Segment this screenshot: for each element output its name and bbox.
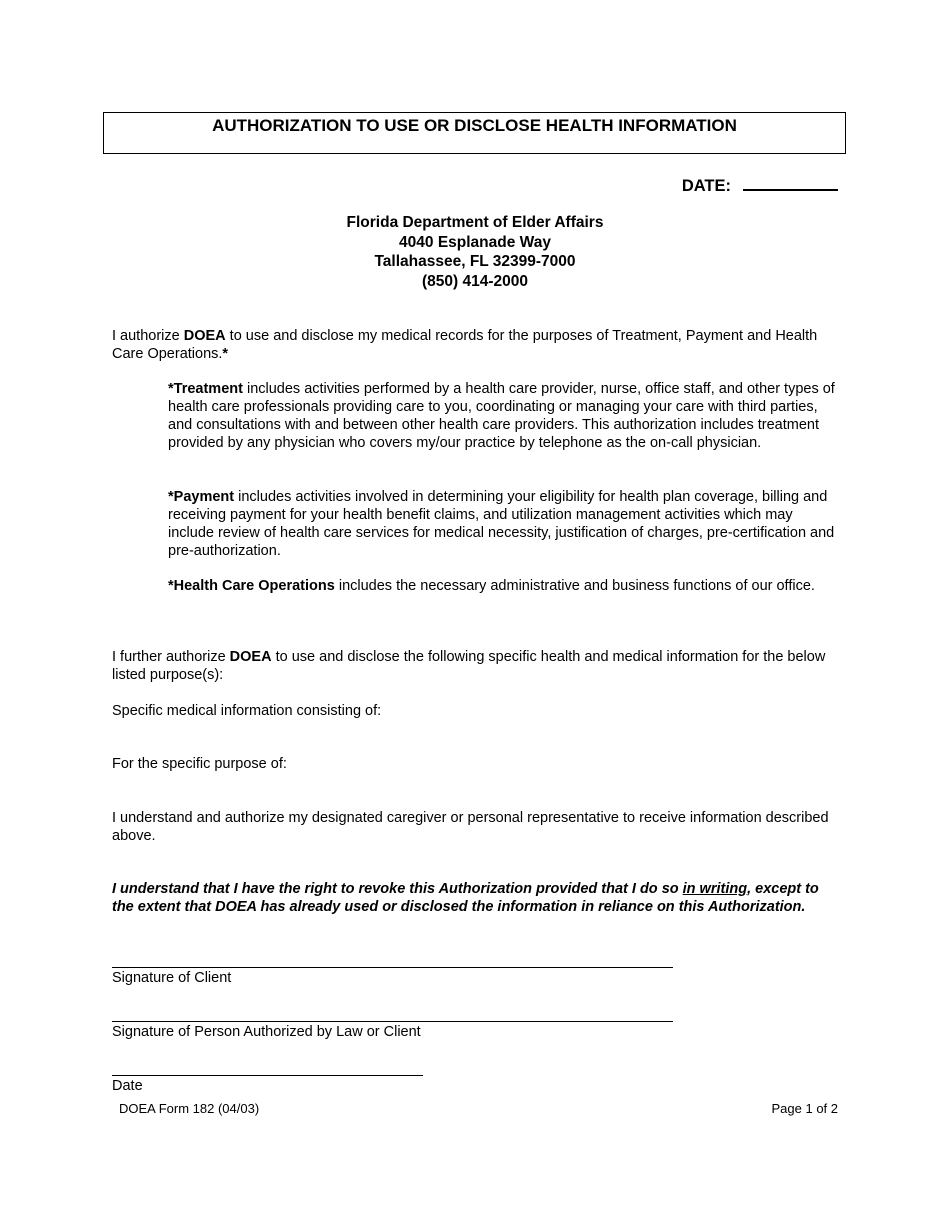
city-state-zip: Tallahassee, FL 32399-7000 (374, 253, 576, 270)
date-blank-line[interactable] (743, 175, 838, 191)
payment-definition (168, 488, 840, 560)
date-signature-line[interactable] (112, 1075, 423, 1076)
intro-paragraph (112, 327, 842, 363)
notice-text-post: , except to the extent that DOEA has already used or disclosed the information in reliance on this Authorization. (112, 881, 819, 915)
treatment-definition (168, 380, 840, 452)
form-number: DOEA Form 182 (04/03) (119, 1101, 260, 1116)
payment-term: *Payment (168, 489, 235, 505)
intro-text-pre: I authorize (112, 328, 184, 344)
phone-number: (850) 414-2000 (422, 272, 528, 290)
agency-name: Florida Department of Elder Affairs (346, 214, 604, 231)
intro-org: DOEA (183, 328, 226, 344)
treatment-text: includes activities performed by a health care provider, nurse, office staff, and other types of health care professionals providing care to you, coordinating or managing your care with third parties, and consultations with and between other health care providers. This authorization includes treatment provided by any physician who covers my/our practice by telephone as the on-call physician. (168, 381, 835, 451)
form-title-box (103, 112, 846, 154)
caregiver-paragraph: I understand and authorize my designated caregiver or personal representative to receive information described above. (112, 810, 829, 844)
intro-asterisk: * (222, 346, 229, 362)
date-field (682, 175, 838, 196)
purpose-field-label: For the specific purpose of: (112, 756, 287, 772)
further-text-post: to use and disclose the following specific health and medical information for the below listed purpose(s): (112, 649, 826, 683)
specific-info-field-label: Specific medical information consisting of: (112, 703, 382, 719)
operations-definition (168, 577, 840, 595)
intro-text-post: to use and disclose my medical records for the purposes of Treatment, Payment and Health Care Operations. (112, 328, 818, 362)
street-address: 4040 Esplanade Way (399, 233, 551, 251)
date-signature-label: Date (112, 1078, 143, 1094)
further-text-pre: I further authorize (112, 649, 230, 665)
notice-underlined: in writing (682, 881, 748, 897)
authorized-signature-line[interactable] (112, 1021, 673, 1022)
date-label: DATE: (681, 177, 731, 195)
client-signature-line[interactable] (112, 967, 673, 968)
notice-text-pre: I understand that I have the right to revoke this Authorization provided that I do so (112, 881, 683, 897)
further-authorization-paragraph (112, 648, 842, 684)
agency-address (0, 213, 950, 291)
client-signature-label: Signature of Client (112, 970, 232, 986)
further-org: DOEA (229, 649, 272, 665)
revocation-notice (112, 880, 842, 916)
page-number: Page 1 of 2 (771, 1101, 838, 1116)
operations-text: includes the necessary administrative and business functions of our office. (334, 578, 815, 594)
operations-term: *Health Care Operations (168, 578, 335, 594)
form-title: AUTHORIZATION TO USE OR DISCLOSE HEALTH INFORMATION (212, 116, 737, 135)
treatment-term: *Treatment (168, 381, 243, 397)
payment-text: includes activities involved in determining your eligibility for health plan coverage, billing and receiving payment for your health benefit claims, and utilization management activities which may include review of health care services for medical necessity, justification of charges, pre-certification and pre-authorization. (168, 489, 835, 559)
authorized-signature-label: Signature of Person Authorized by Law or Client (112, 1024, 421, 1040)
